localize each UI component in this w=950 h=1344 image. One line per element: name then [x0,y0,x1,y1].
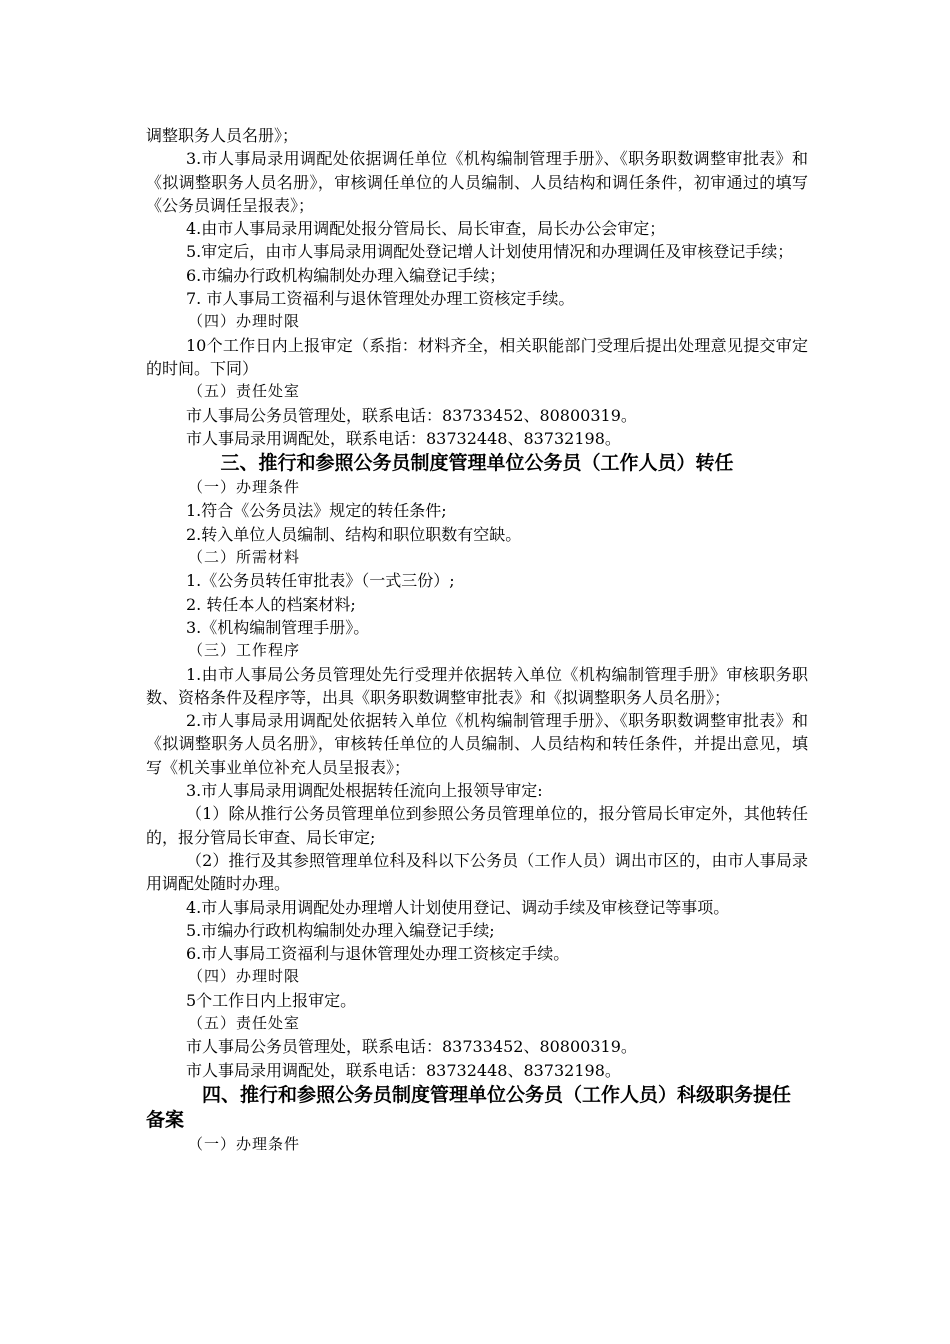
section-3-title: 三、推行和参照公务员制度管理单位公务员（工作人员）转任 [220,452,734,475]
procedure-step-4: 4.由市人事局录用调配处报分管局长、局长审查，局长办公会审定； [186,219,666,239]
office-contact-1: 市人事局公务员管理处，联系电话：83733452、80800319。 [186,1037,637,1057]
time-limit-text: 10个工作日内上报审定（系指：材料齐全，相关职能部门受理后提出处理意见提交审定的时间。下同） [146,335,808,378]
paragraph-continued: 调整职务人员名册》； [146,126,299,145]
procedure-step-3: 3.市人事局录用调配处根据转任流向上报领导审定: [186,781,543,801]
subheading-responsible-office: （五）责任处室 [188,1013,301,1032]
material-3: 3.《机构编制管理手册》。 [186,617,370,637]
subheading-conditions: （一）办理条件 [188,478,301,497]
section-4-title: 四、推行和参照公务员制度管理单位公务员（工作人员）科级职务提任备案 [146,1083,792,1131]
procedure-step-6: 6.市编办行政机构编制处办理入编登记手续； [186,265,506,285]
procedure-step-7: 7. 市人事局工资福利与退休管理处办理工资核定手续。 [186,289,575,309]
procedure-step-6: 6.市人事局工资福利与退休管理处办理工资核定手续。 [186,944,570,964]
condition-2: 2.转入单位人员编制、结构和职位职数有空缺。 [186,524,522,544]
procedure-step-4: 4.市人事局录用调配处办理增人计划使用登记、调动手续及审核登记等事项。 [186,897,730,917]
material-2: 2. 转任本人的档案材料; [186,594,356,614]
subheading-time-limit: （四）办理时限 [188,967,301,986]
procedure-step-5: 5.市编办行政机构编制处办理入编登记手续; [186,920,495,940]
office-contact-2: 市人事局录用调配处，联系电话：83732448、83732198。 [186,428,621,448]
office-contact-1: 市人事局公务员管理处，联系电话：83733452、80800319。 [186,405,637,425]
subheading-responsible-office: （五）责任处室 [188,382,301,401]
document-body [146,124,808,1156]
condition-1: 1.符合《公务员法》规定的转任条件; [186,501,447,521]
procedure-step-3-item-2: （2）推行及其参照管理单位科及科以下公务员（工作人员）调出市区的，由市人事局录用调配处随时办理。 [146,850,808,894]
procedure-step-2: 2.市人事局录用调配处依据转入单位《机构编制管理手册》、《职务职数调整审批表》和《拟调整职务人员名册》，审核转任单位的人员编制、人员结构和转任条件，并提出意见，填写《机关事业单位补充人员呈报表》； [146,711,808,777]
procedure-step-3: 3.市人事局录用调配处依据调任单位《机构编制管理手册》、《职务职数调整审批表》和《拟调整职务人员名册》，审核调任单位的人员编制、人员结构和调任条件，初审通过的填写《公务员调任呈报表》； [146,149,808,215]
subheading-conditions: （一）办理条件 [188,1134,301,1153]
time-limit-text: 5个工作日内上报审定。 [186,990,357,1010]
subheading-time-limit: （四）办理时限 [188,312,301,331]
procedure-step-1: 1.由市人事局公务员管理处先行受理并依据转入单位《机构编制管理手册》审核职务职数、资格条件及程序等，出具《职务职数调整审批表》和《拟调整职务人员名册》； [146,664,808,707]
subheading-procedure: （三）工作程序 [188,641,301,660]
procedure-step-5: 5.审定后，由市人事局录用调配处登记增人计划使用情况和办理调任及审核登记手续； [186,242,794,262]
office-contact-2: 市人事局录用调配处，联系电话：83732448、83732198。 [186,1060,621,1080]
subheading-materials: （二）所需材料 [188,548,301,567]
material-1: 1.《公务员转任审批表》（一式三份）; [186,571,455,591]
procedure-step-3-item-1: （1）除从推行公务员管理单位到参照公务员管理单位的，报分管局长审定外，其他转任的，报分管局长审查、局长审定; [146,804,808,847]
